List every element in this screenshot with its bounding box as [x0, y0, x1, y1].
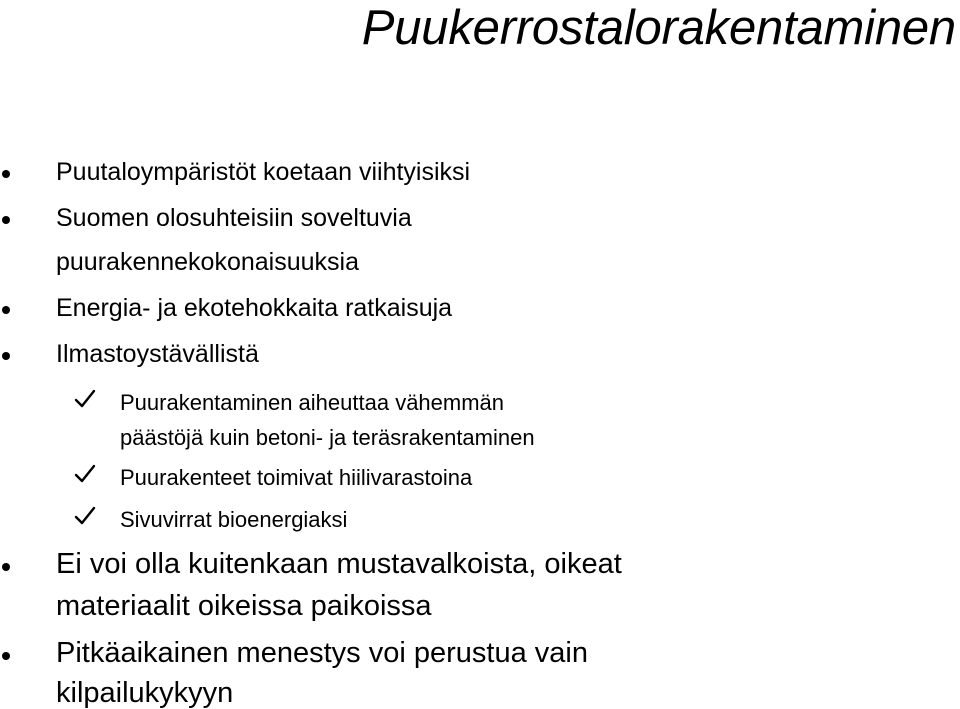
bullet-text: Pitkäaikainen menestys voi perustua vain — [56, 637, 588, 669]
bullet-icon — [2, 563, 10, 571]
bullet-text: Puutaloympäristöt koetaan viihtyisiksi — [56, 158, 471, 186]
subpoint-text: Sivuvirrat bioenergiaksi — [120, 507, 348, 532]
subpoint-text: Puurakenteet toimivat hiilivarastoina — [120, 465, 473, 490]
bullet-icon — [2, 306, 10, 314]
bullet-text-continued: materiaalit oikeissa paikoissa — [56, 590, 432, 622]
bullet-text-continued: puurakennekokonaisuuksia — [56, 248, 359, 276]
bullet-text: Suomen olosuhteisiin soveltuvia — [56, 204, 412, 232]
checkmark-icon — [74, 389, 96, 409]
bullet-icon — [2, 216, 10, 224]
bullet-text-continued: kilpailukykyyn — [56, 677, 234, 709]
subpoint-text: Puurakentaminen aiheuttaa vähemmän — [120, 390, 505, 415]
bullet-icon — [2, 652, 10, 660]
bullet-text: Energia- ja ekotehokkaita ratkaisuja — [56, 294, 453, 322]
bullet-text: Ilmastoystävällistä — [56, 340, 259, 368]
bullet-text: Ei voi olla kuitenkaan mustavalkoista, oikeat — [56, 548, 622, 580]
subpoint-text-continued: päästöjä kuin betoni- ja teräsrakentaminen — [120, 425, 535, 450]
checkmark-icon — [74, 506, 96, 526]
slide-title: Puukerrostalorakentaminen — [361, 1, 956, 55]
bullet-icon — [2, 170, 10, 178]
bullet-icon — [2, 352, 10, 360]
checkmark-icon — [74, 464, 96, 484]
